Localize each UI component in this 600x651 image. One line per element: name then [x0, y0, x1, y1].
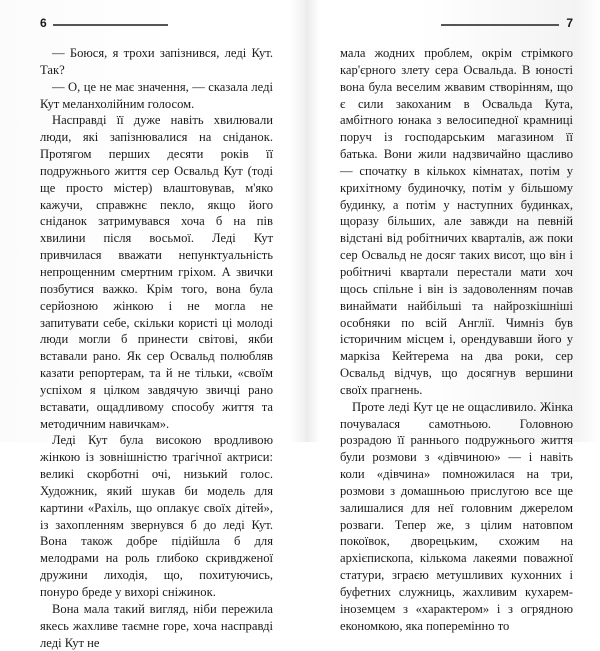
book-gutter	[290, 0, 320, 442]
right-page-text	[340, 45, 573, 635]
left-page	[40, 0, 273, 650]
left-page-text	[40, 45, 273, 651]
paragraph: мала жодних проблем, окрім стрімкого кар'єрного злету сера Освальда. В юності вона була веселим жвавим створінням, що є сили закоханим в Освальда Кута, амбітного юнака з велосипедної крамниці поруч із господарським магазином її батька. Вони жили надзвичайно щасливо — спочатку в кількох кімнатах, потім у крихітному будиночку, потім у більшому будинку, а потім у наступних будинках, щоразу більших, але завжди на певній відстані від робітничих кварталів, аж поки сер Освальд не досяг таких висот, що він і робітничі квартали перестали мати хоч щось спільне і він із задоволенням почав винаймати найбільші та найрозкішніші особняки по всій Англії. Чимніз був історичним місцем і, орендувавши його у маркіза Кейтерема на два роки, сер Освальд відчув, що досягнув вершини своїх прагнень.	[340, 46, 573, 397]
paragraph: Леді Кут була високою вродливою жінкою із зовнішністю трагічної актриси: великі скорботні очі, низький голос. Художник, який шукав би модель для картини «Рахіль, що оплакує своїх дітей», із захопленням звернувся б до леді Кут. Вона також добре підійшла б для мелодрами на роль глибоко скривдженої дружини лиходія, що, похитуючись, понуро бреде у вихорі сніжинок.	[40, 433, 273, 599]
paragraph: — О, це не має значення, — сказала леді Кут меланхолійним голосом.	[40, 79, 273, 111]
page-number: 7	[566, 16, 573, 30]
header-rule	[53, 24, 168, 26]
paragraph: Насправді її дуже навіть хвилювали люди, які запізнювалися на сніданок. Протягом перших десяти років її подружнього життя сер Освальд Кут (тоді ще просто містер) влаштовував, м'яко кажучи, справжнє пекло, якщо його сніданок затримувався хоча б на пів хвилини після восьмої. Леді Кут привчилася вважати непунктуальність непрощенним смертним гріхом. А звички позбутися важко. Крім того, вона була серйозною жінкою і не могла не запитувати себе, скільки користі ці молоді люди могли б принести світові, якби вставали рано. Як сер Освальд полюбляв казати репортерам, та й не тільки, «своїм успіхом я цілком завдячую звичці рано вставати, ощадливому способу життя та методичним навичкам».	[40, 113, 273, 431]
paragraph: Вона мала такий вигляд, ніби пережила якесь жахливе таємне горе, хоча насправді леді Кут не	[40, 601, 273, 650]
paragraph: Проте леді Кут це не ощасливило. Жінка почувалася самотньою. Головною розрадою її раннього подружнього життя були розмови з «дівчиною» — і навіть коли «дівчина» помножилася на три, розмови з домашньою прислугою все ще залишалися для неї головним джерелом розваги. Тепер же, з цілим натовпом покоївок, дворецьким, схожим на архієпископа, кількома лакеями поважної статури, зграєю метушливих кухонних і буфетних служниць, жахливим кухарем-іноземцем з «характером» і з огрядною економкою, яка поперемінно то	[340, 399, 573, 633]
page-number: 6	[40, 16, 47, 30]
paragraph: — Боюся, я трохи запізнився, леді Кут. Так?	[40, 46, 273, 77]
header-rule	[441, 24, 559, 26]
right-page	[340, 0, 573, 633]
right-page-header	[340, 16, 573, 32]
left-page-header	[40, 16, 273, 32]
